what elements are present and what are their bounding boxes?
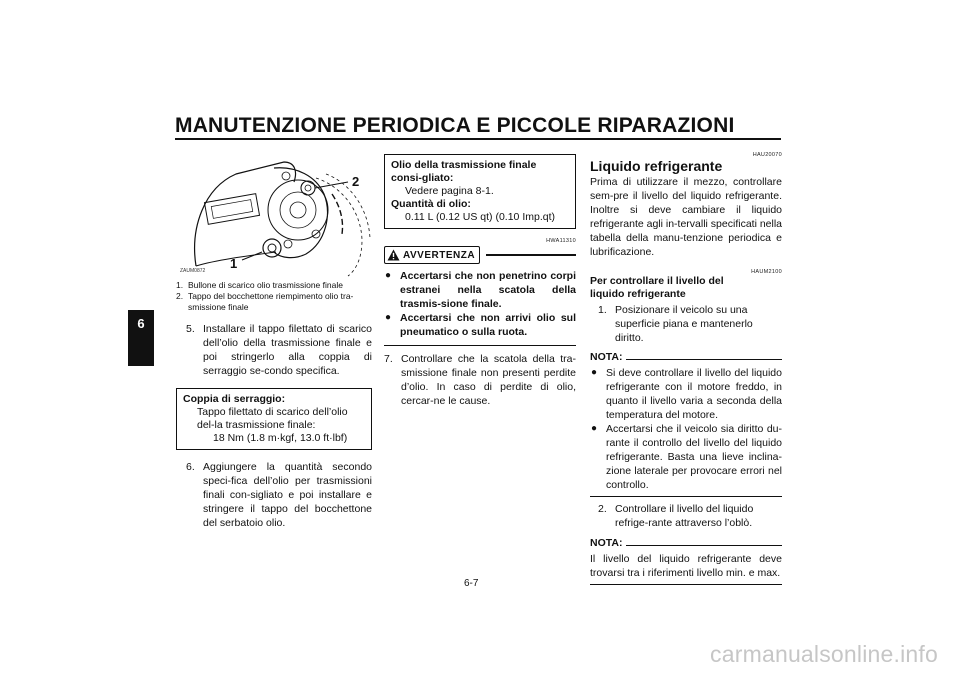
step-number: 7. <box>384 353 393 365</box>
callout-number-1: 1 <box>230 256 238 271</box>
oil-spec-title: Olio della trasmissione finale consi-gliato: <box>391 159 537 184</box>
warning-bullet <box>384 311 576 339</box>
column-middle <box>384 148 576 408</box>
bullet-dot-icon: ● <box>591 367 598 378</box>
note-bullets <box>590 366 782 492</box>
page-number: 6-7 <box>464 578 479 589</box>
warning-rule <box>486 254 576 256</box>
caption-number: 2. <box>176 291 184 301</box>
step-number: 6. <box>186 461 195 473</box>
warning-code: HWA11310 <box>546 238 576 244</box>
torque-spec-title: Coppia di serraggio: <box>183 393 286 405</box>
warning-bullet-text: Accertarsi che non penetrino corpi estranei nella scatola della trasmis-sione finale. <box>400 270 576 310</box>
warning-header <box>384 246 576 264</box>
step-text: Posizionare il veicolo su una superficie piana e mantenerlo diritto. <box>615 304 753 344</box>
bullet-dot-icon: ● <box>385 312 392 323</box>
header-rule <box>175 138 781 140</box>
oil-spec-reference: Vedere pagina 8-1. <box>405 185 494 197</box>
oil-quantity-label: Quantità di olio: <box>391 198 471 210</box>
site-watermark: carmanualsonline.info <box>710 641 938 667</box>
note-end-rule <box>590 584 782 585</box>
step-2 <box>598 502 782 530</box>
note-label: NOTA: <box>590 351 623 363</box>
step-number: 5. <box>186 323 195 335</box>
step-1 <box>598 303 782 345</box>
warning-bullets <box>384 269 576 339</box>
page-header-title: MANUTENZIONE PERIODICA E PICCOLE RIPARAZIONI <box>175 114 735 137</box>
step-text: Controllare il livello del liquido refrige-rante attraverso l’oblò. <box>615 503 754 529</box>
oil-spec-box <box>384 154 576 229</box>
caption-text: Bullone di scarico olio trasmissione finale <box>188 280 343 290</box>
column-right <box>590 148 782 585</box>
note-bullet <box>590 422 782 492</box>
note-header <box>590 537 782 549</box>
step-text: Aggiungere la quantità secondo speci-fica dell’olio per trasmissioni finali con-sigliato e poi installare e stringere il tappo del bocchettone del serbatoio olio. <box>203 461 372 529</box>
warning-triangle-icon <box>387 249 400 261</box>
torque-spec-item: Tappo filettato di scarico dell’olio del-la trasmissione finale: <box>197 406 348 431</box>
step-7 <box>384 352 576 408</box>
subsection-title: Per controllare il livello del liquido refrigerante <box>590 275 724 300</box>
warning-end-rule <box>384 345 576 346</box>
section-title: Liquido refrigerante <box>590 158 723 174</box>
caption-item <box>176 291 372 313</box>
final-drive-illustration <box>176 148 372 278</box>
note-header <box>590 351 782 363</box>
torque-spec-box <box>176 388 372 450</box>
note-bullet <box>590 366 782 422</box>
warning-bullet-text: Accertarsi che non arrivi olio sul pneumatico o sulla ruota. <box>400 312 576 338</box>
step-5 <box>186 322 372 378</box>
section-intro: Prima di utilizzare il mezzo, controllare sem-pre il livello del liquido refrigerante. Inoltre si deve cambiare il liquido refrigerante agli in-tervalli specificati nella tabella della manu-tenzione periodica e lubrificazione. <box>590 176 783 258</box>
bullet-dot-icon: ● <box>385 270 392 281</box>
warning-bullet <box>384 269 576 311</box>
figure-code: ZAUM0872 <box>180 268 206 274</box>
section-code: HAU20070 <box>752 152 782 158</box>
chapter-tab <box>128 310 154 366</box>
note-bullet-text: Accertarsi che il veicolo sia diritto du-rante il controllo del livello del liquido refrigerante. Basta una lieve inclina-zione laterale per provocare errori nel controllo. <box>606 423 782 491</box>
warning-label: AVVERTENZA <box>403 249 476 261</box>
warning-badge <box>384 246 480 264</box>
step-text: Installare il tappo filettato di scarico dell’olio della trasmissione finale e poi stringerlo alla coppia di serraggio se-condo specifica. <box>203 323 372 377</box>
caption-number: 1. <box>176 280 184 290</box>
oil-quantity-value: 0.11 L (0.12 US qt) (0.10 Imp.qt) <box>405 211 555 223</box>
figure-captions <box>176 280 372 313</box>
note-end-rule <box>590 496 782 497</box>
note-text: Il livello del liquido refrigerante deve trovarsi tra i riferimenti livello min. e max. <box>590 553 782 579</box>
torque-spec-value: 18 Nm (1.8 m·kgf, 13.0 ft·lbf) <box>213 432 348 444</box>
step-text: Controllare che la scatola della tra-smissione finale non presenti perdite d’olio. In caso di perdite di olio, cercar-ne le cause. <box>401 353 576 407</box>
caption-item <box>176 280 372 291</box>
bullet-dot-icon: ● <box>591 423 598 434</box>
callout-number-2: 2 <box>352 174 360 189</box>
note-label: NOTA: <box>590 537 623 549</box>
figure <box>176 148 372 278</box>
step-number: 2. <box>598 503 607 515</box>
chapter-tab-label: 6 <box>137 316 145 331</box>
note-bullet-text: Si deve controllare il livello del liquido refrigerante con il motore freddo, in quanto il livello varia a seconda della temperatura del motore. <box>606 367 782 421</box>
step-number: 1. <box>598 304 607 316</box>
note-rule <box>626 359 782 360</box>
step-6 <box>186 460 372 530</box>
caption-text: Tappo del bocchettone riempimento olio tra-smissione finale <box>188 291 354 312</box>
subsection-code: HAUM2100 <box>751 269 782 275</box>
note-rule <box>626 545 782 546</box>
column-left <box>176 148 372 530</box>
